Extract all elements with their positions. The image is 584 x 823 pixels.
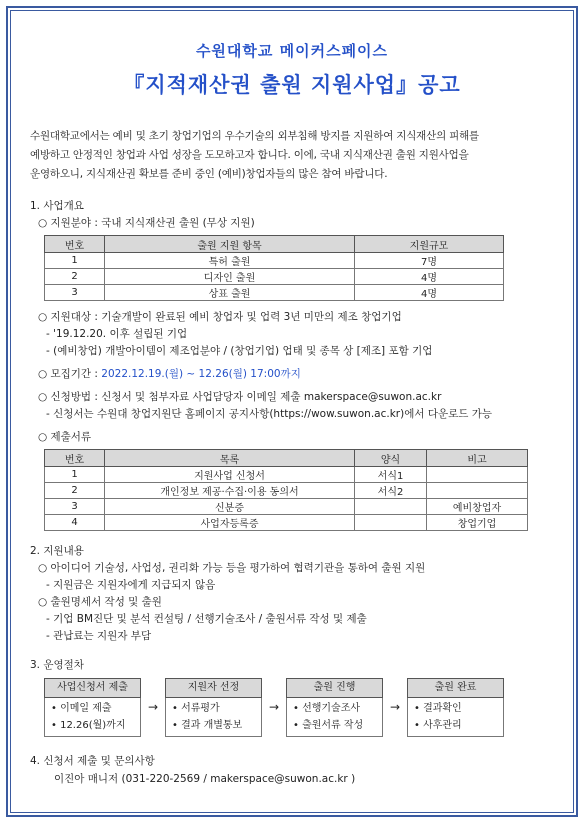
step-item: • 결과확인 [414, 703, 462, 714]
table-row [45, 467, 528, 483]
table-cell [355, 515, 427, 531]
table-header: 지원규모 [355, 236, 504, 253]
support-content: ○ 출원명세서 작성 및 출원 [38, 596, 162, 608]
target-condition: - '19.12.20. 이후 설립된 기업 [46, 328, 188, 340]
recruit-period [30, 366, 554, 383]
table-header: 양식 [355, 450, 427, 467]
table-cell [355, 499, 427, 515]
table-cell: 1 [45, 253, 105, 269]
table-row [45, 515, 528, 531]
step-item: • 결과 개별통보 [172, 720, 243, 731]
org-title: 수원대학교 메이커스페이스 [195, 42, 389, 60]
step-item: • 출원서류 작성 [293, 720, 364, 731]
table-cell [427, 467, 528, 483]
step-title: 사업신청서 제출 [44, 678, 141, 698]
support-target: ○ 지원대상 : 기술개발이 완료된 예비 창업자 및 업력 3년 미만의 제조 창업기업 [38, 311, 402, 323]
step-item: • 선행기술조사 [293, 703, 361, 714]
notice-document [30, 40, 554, 788]
step-body [44, 698, 141, 737]
intro-paragraph [30, 127, 554, 184]
table-header: 번호 [45, 450, 105, 467]
support-content: ○ 아이디어 기술성, 사업성, 권리화 가능 등을 평가하여 협력기관을 통하여 출원 지원 [38, 562, 426, 574]
period-value: 2022.12.19.(월) ~ 12.26(월) 17:00까지 [101, 368, 301, 380]
section-1-title: 1. 사업개요 [30, 200, 84, 212]
table-cell: 2 [45, 483, 105, 499]
period-label: ○ 모집기간 : [38, 368, 102, 380]
target-condition: - (예비창업) 개발아이템이 제조업분야 / (창업기업) 업태 및 종목 상 [제조] 포함 기업 [46, 345, 433, 357]
step-title: 출원 진행 [286, 678, 383, 698]
intro-line: 운영하오니, 지식재산권 확보를 준비 중인 (예비)창업자들의 많은 참여 바랍니다. [30, 168, 388, 180]
table-cell [427, 483, 528, 499]
step-body [165, 698, 262, 737]
arrow-right-icon: → [268, 700, 280, 714]
table-cell: 개인정보 제공·수집·이용 동의서 [105, 483, 355, 499]
table-header: 목록 [105, 450, 355, 467]
table-cell: 예비창업자 [427, 499, 528, 515]
table-cell: 특허 출원 [105, 253, 355, 269]
table-cell: 사업자등록증 [105, 515, 355, 531]
documents-table [44, 449, 528, 531]
intro-line: 수원대학교에서는 예비 및 초기 창업기업의 우수기술의 외부침해 방지를 지원하여 지식재산의 피해를 [30, 130, 479, 142]
table-row [45, 269, 504, 285]
table-cell: 지원사업 신청서 [105, 467, 355, 483]
process-step [44, 678, 141, 737]
table-cell: 2 [45, 269, 105, 285]
intro-line: 예방하고 안정적인 창업과 사업 성장을 도모하고자 합니다. 이에, 국내 지식재산권 출원 지원사업을 [30, 149, 469, 161]
process-step [165, 678, 262, 737]
table-row [45, 499, 528, 515]
table-cell: 상표 출원 [105, 285, 355, 301]
table-cell: 4 [45, 515, 105, 531]
table-cell: 디자인 출원 [105, 269, 355, 285]
support-field: ○ 지원분야 : 국내 지식재산권 출원 (무상 지원) [38, 217, 255, 229]
step-item: • 이메일 제출 [51, 703, 112, 714]
arrow-right-icon: → [389, 700, 401, 714]
table-cell: 서식1 [355, 467, 427, 483]
apply-note: - 신청서는 수원대 창업지원단 홈페이지 공지사항(https://wow.suwon.ac.kr)에서 다운로드 가능 [46, 408, 493, 420]
table-header: 번호 [45, 236, 105, 253]
step-item: • 사후관리 [414, 720, 462, 731]
table-cell: 창업기업 [427, 515, 528, 531]
page-title: 『지적재산권 출원 지원사업』공고 [123, 73, 461, 97]
process-flow [44, 678, 554, 737]
table-cell: 4명 [355, 285, 504, 301]
support-note: - 기업 BM진단 및 분석 컨설팅 / 선행기술조사 / 출원서류 작성 및 제출 [46, 613, 367, 625]
table-cell: 7명 [355, 253, 504, 269]
section-2-title: 2. 지원내용 [30, 545, 84, 557]
table-row [45, 285, 504, 301]
section-3-title: 3. 운영절차 [30, 659, 84, 671]
step-item: • 12.26(월)까지 [51, 720, 126, 731]
process-step [407, 678, 504, 737]
table-header: 출원 지원 항목 [105, 236, 355, 253]
table-row [45, 483, 528, 499]
table-cell: 3 [45, 499, 105, 515]
support-note: - 지원금은 지원자에게 지급되지 않음 [46, 579, 216, 591]
process-step [286, 678, 383, 737]
table-cell: 서식2 [355, 483, 427, 499]
table-cell: 신분증 [105, 499, 355, 515]
table-header: 비고 [427, 450, 528, 467]
table-cell: 1 [45, 467, 105, 483]
arrow-right-icon: → [147, 700, 159, 714]
contact-info: 이진아 매니저 (031-220-2569 / makerspace@suwon.ac.kr ) [54, 773, 356, 785]
support-note: - 관납료는 지원자 부담 [46, 630, 152, 642]
section-4-title: 4. 신청서 제출 및 문의사항 [30, 755, 155, 767]
table-cell: 3 [45, 285, 105, 301]
step-body [407, 698, 504, 737]
step-item: • 서류평가 [172, 703, 220, 714]
support-table [44, 235, 504, 301]
table-row [45, 253, 504, 269]
step-body [286, 698, 383, 737]
step-title: 지원자 선정 [165, 678, 262, 698]
apply-method: ○ 신청방법 : 신청서 및 첨부자료 사업담당자 이메일 제출 makerspace@suwon.ac.kr [38, 391, 442, 403]
step-title: 출원 완료 [407, 678, 504, 698]
docs-title: ○ 제출서류 [38, 431, 92, 443]
table-cell: 4명 [355, 269, 504, 285]
